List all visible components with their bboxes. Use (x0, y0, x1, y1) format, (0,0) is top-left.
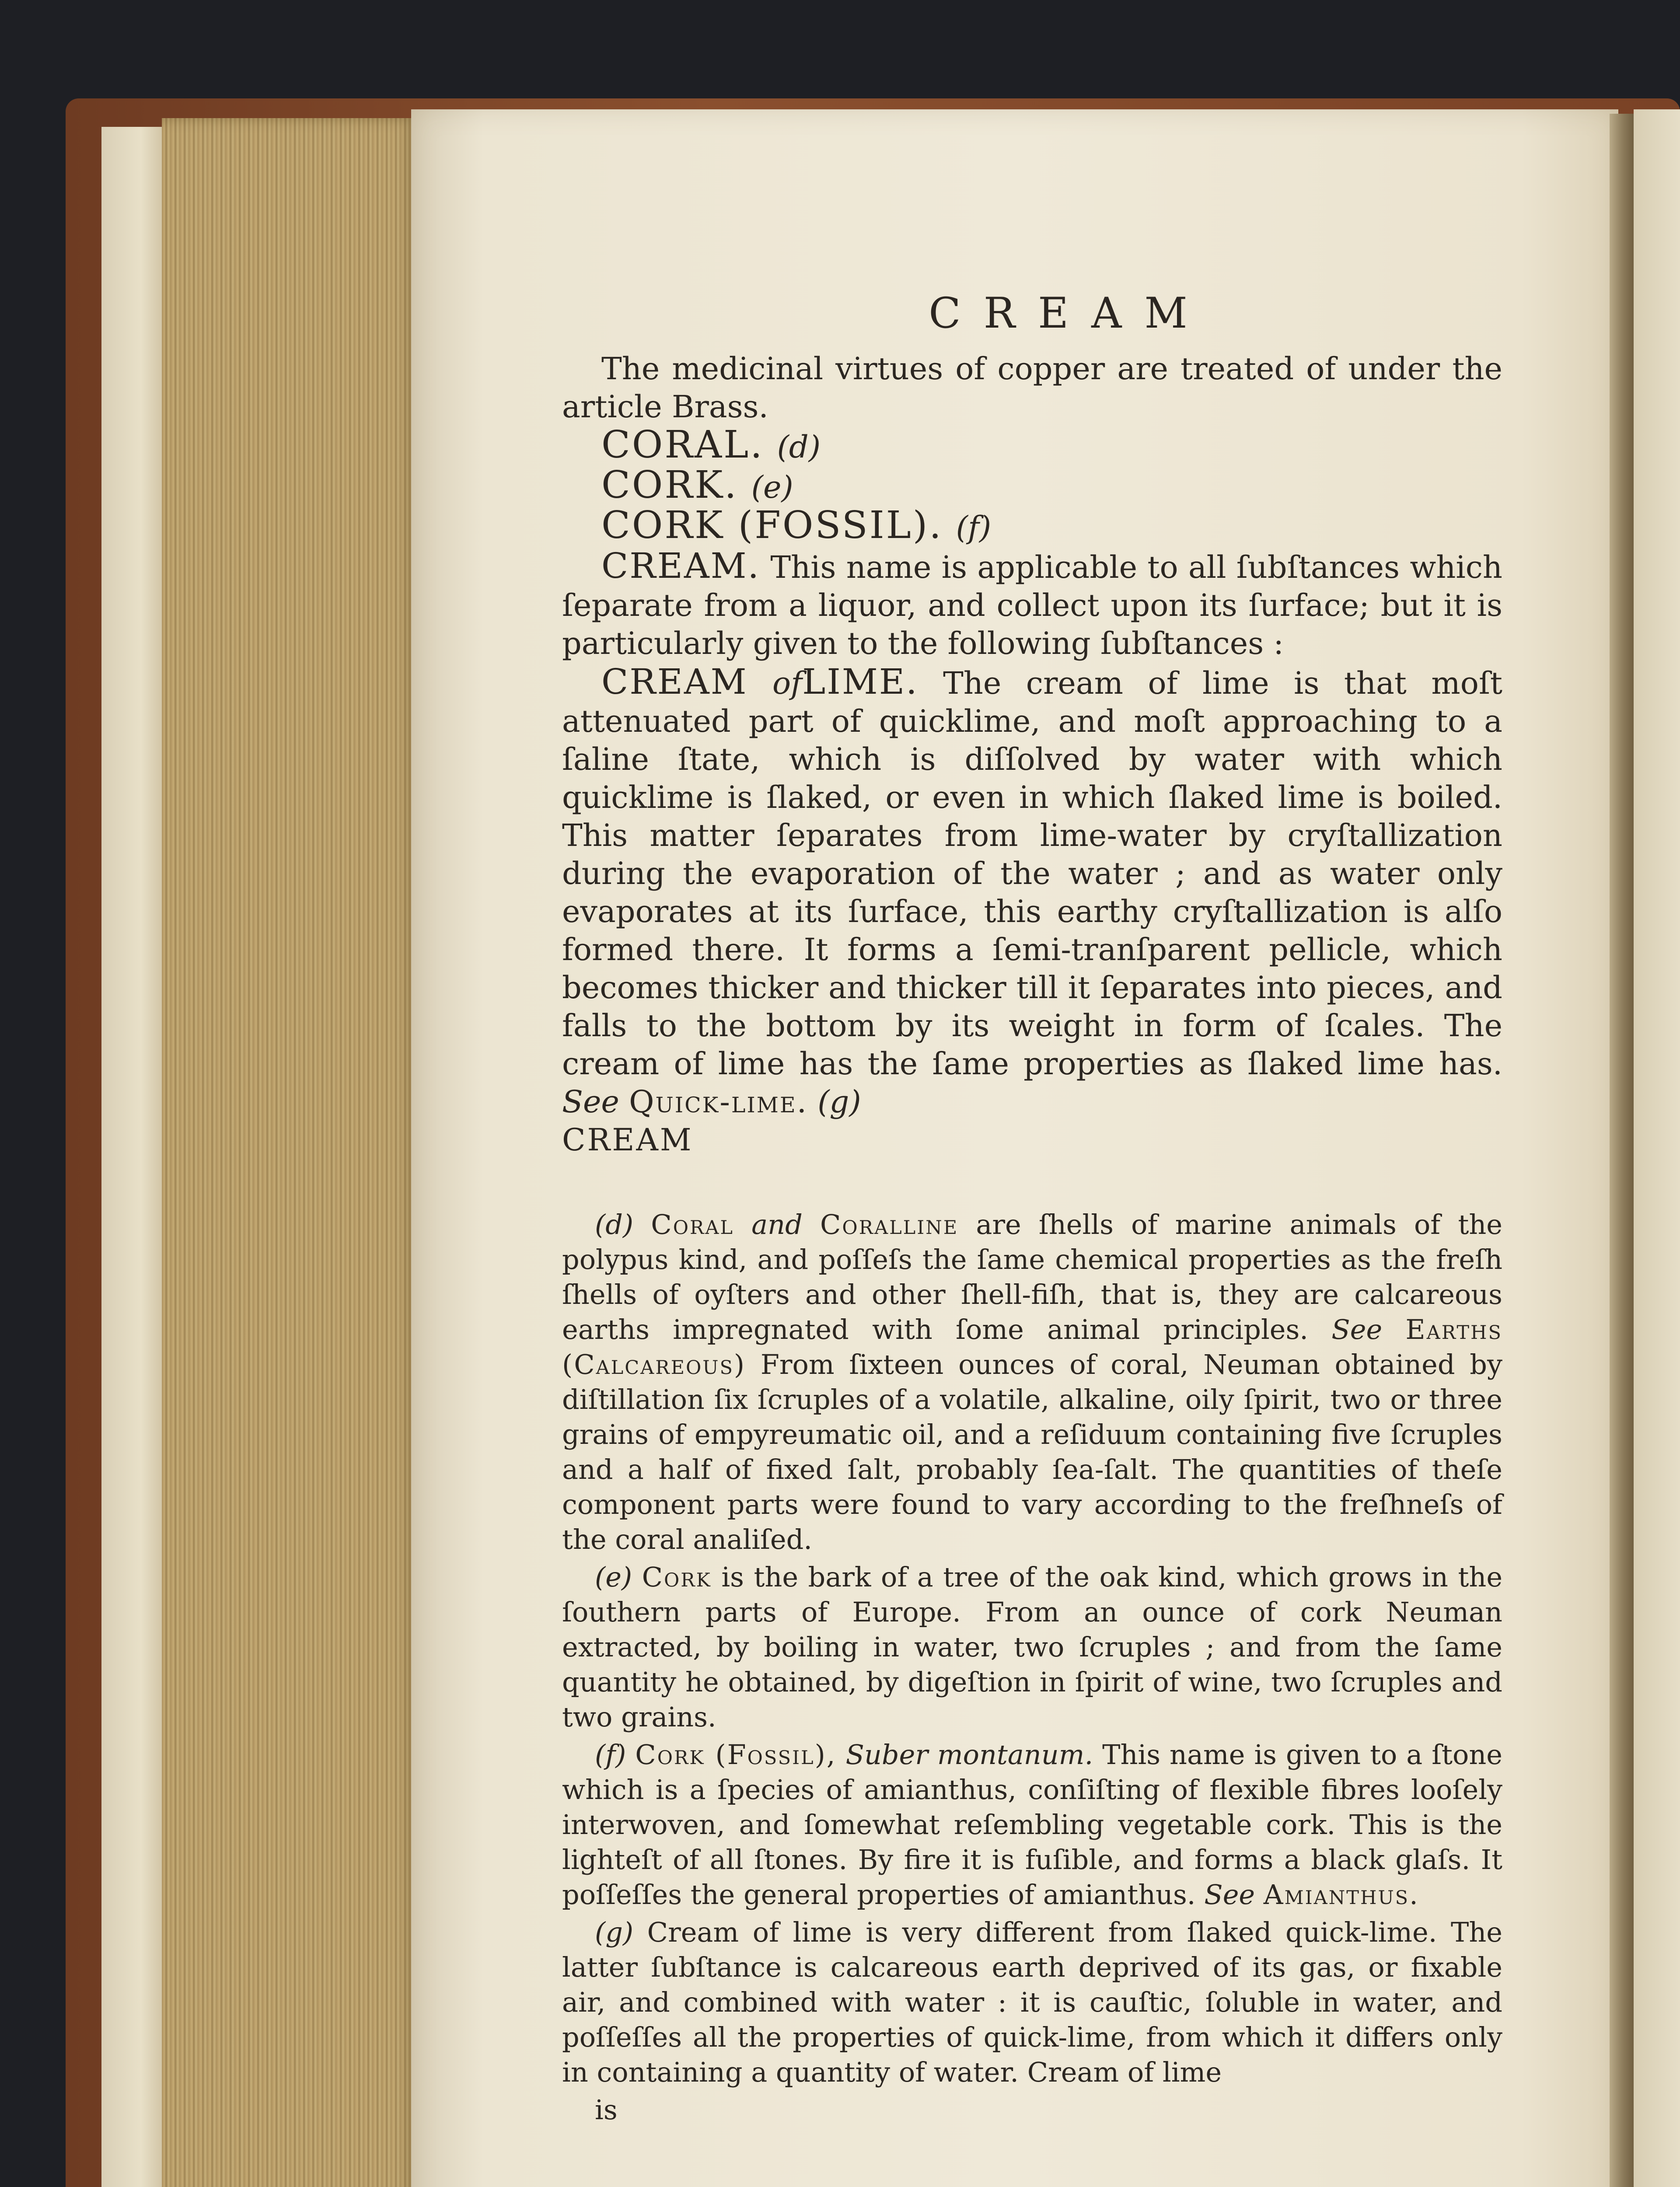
entry-head-label: CORK (FOSSIL). (601, 503, 943, 547)
footnote-ref: (f) (956, 510, 992, 545)
cross-reference: Earths (Calcareous) (562, 1314, 1502, 1380)
see-label: See (1204, 1879, 1255, 1911)
entry-head-label: CREAM. (601, 545, 760, 586)
footnote-body: are ſhells of marine animals of the polypus kind, and poſſeſs the ſame chemical properties as the freſh ſhells of oyſters and other ſhell-fiſh, that is, they are calcareous earths impregnated with ſome animal principles. (562, 1209, 1502, 1345)
entry-body: This name is applicable to all ſubſtances which ſeparate from a liquor, and collect upon its ſurface; but it is particularly given to the following ſubſtances : (562, 549, 1502, 661)
latin-name: Suber montanum. (845, 1739, 1093, 1771)
footnote-and: and (751, 1209, 803, 1240)
entry-head-of: of (772, 665, 803, 701)
footnote-body: is the bark of a tree of the oak kind, which grows in the ſouthern parts of Europe. From an ounce of cork Neuman extracted, by boiling in water, two ſcruples ; and from the ſame quantity he obtained, by digeſtion in ſpirit of wine, two ſcruples and two grains. (562, 1561, 1503, 1733)
footnote-ref: (d) (777, 429, 821, 465)
see-label: See (1331, 1314, 1383, 1345)
entry-head-label: LIME. (802, 661, 919, 702)
footnote-ref: (g) (817, 1084, 861, 1120)
footnote-catchword: is (595, 2094, 618, 2126)
footnote-mark: (g) (595, 1916, 634, 1948)
footnote-body: From ſixteen ounces of coral, Neuman obtained by diſtillation ſix ſcruples of a volatile, alkaline, oily ſpirit, two or three grains of empyreumatic oil, and a reſiduum containing five ſcruples and a half of fixed ſalt, probably ſea-ſalt. The quantities of theſe component parts were found to vary according to the freſhneſs of the coral analiſed. (562, 1349, 1502, 1555)
footnote-body: This name is given to a ſtone which is a ſpecies of amianthus, conſiſting of flexible fibres looſely interwoven, and ſomewhat reſembling vegetable cork. This is the lighteſt of all ſtones. By fire it is fuſible, and forms a black glaſs. It poſſeſſes the general properties of amianthus. (562, 1739, 1503, 1911)
cross-reference: Amianthus. (1263, 1879, 1419, 1911)
footnote-f (562, 1737, 1502, 1912)
entry-cream (562, 547, 1502, 663)
footnotes (562, 1207, 1502, 2128)
footnote-e (562, 1560, 1502, 1735)
entry-head-label: CORK. (601, 463, 738, 507)
footnote-ref: (e) (751, 469, 793, 505)
entry-body: The cream of lime is that moſt attenuated part of quicklime, and moſt approaching to a ſaline ſtate, which is diſſolved by water with which quicklime is ſlaked, or even in which ſlaked lime is boiled. This matter ſeparates from lime-water by cryſtallization during the evaporation of the water ; and as water only evaporates at its ſurface, this earthy cryſtallization is alſo formed there. It forms a ſemi-tranſparent pellicle, which becomes thicker and thicker till it ſeparates into pieces, and falls to the bottom by its weight in form of ſcales. The cream of lime has the ſame properties as ſlaked lime has. (562, 665, 1502, 1082)
opening-paragraph: The medicinal virtues of copper are treated of under the article Brass. (562, 351, 1502, 425)
footnote-lead: Cork (642, 1561, 712, 1593)
footnote-mark: (f) (595, 1739, 626, 1771)
book-gutter (1610, 114, 1636, 2187)
entry-cork (601, 463, 1502, 507)
endpaper-edge (101, 127, 167, 2187)
entry-cream-of-lime (562, 663, 1502, 1121)
catchword: CREAM (562, 1122, 693, 1158)
entry-head-label: CORAL. (601, 423, 764, 467)
main-text (562, 350, 1502, 1159)
facing-page-edge (1634, 109, 1680, 2187)
running-head: CREAM (929, 289, 1210, 338)
footnote-mark: (d) (595, 1209, 634, 1240)
entry-coral (601, 423, 1502, 467)
page-text (562, 289, 1502, 2130)
entry-head-label: CREAM (601, 661, 748, 702)
footnote-lead: Coralline (820, 1209, 959, 1240)
footnote-lead: Coral (651, 1209, 734, 1240)
footnote-mark: (e) (595, 1561, 632, 1593)
footnote-lead: Cork (Fossil), (635, 1739, 837, 1771)
footnote-body: Cream of lime is very different from ſlaked quick-lime. The latter ſubſtance is calcareous earth deprived of its gas, or fixable air, and combined with water : it is cauſtic, ſoluble in water, and poſſeſſes all the properties of quick-lime, from which it differs only in containing a quantity of water. Cream of lime (562, 1916, 1502, 2088)
entry-cork-fossil (601, 503, 1502, 547)
see-label: See (562, 1084, 619, 1120)
cross-reference: Quick-lime. (629, 1084, 808, 1120)
footnote-g (562, 1915, 1502, 2090)
footnote-d (562, 1207, 1502, 1557)
page-stack-edge (162, 118, 418, 2187)
